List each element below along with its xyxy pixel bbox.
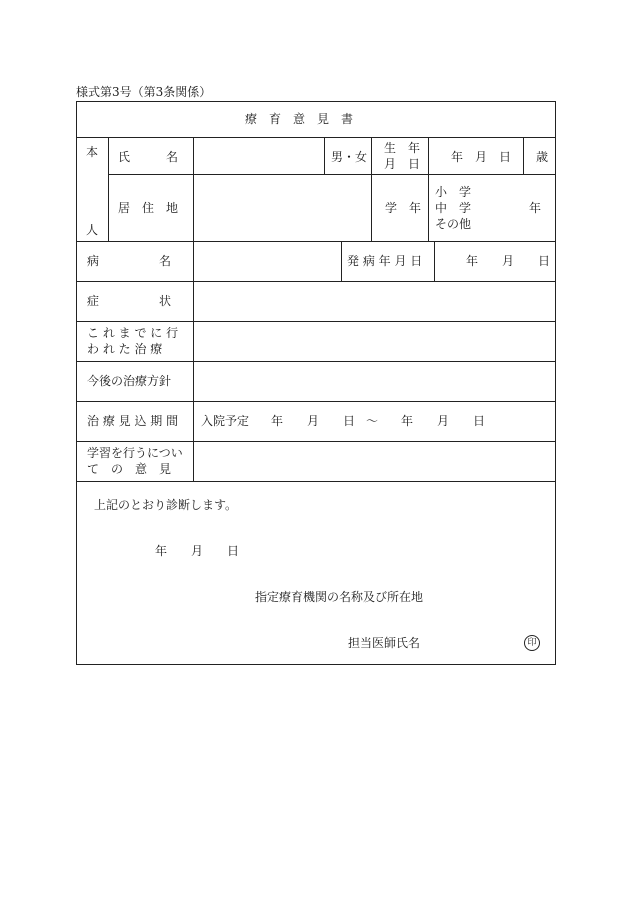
rule	[77, 441, 555, 442]
diagnosis-date: 年 月 日	[155, 544, 240, 558]
person-label-top: 本	[86, 145, 99, 159]
rule	[193, 137, 194, 481]
admission-label: 入院予定	[201, 414, 250, 428]
rule	[77, 401, 555, 402]
address-label: 居 住 地	[118, 201, 179, 215]
diagnosis-statement: 上記のとおり診断します。	[94, 498, 238, 512]
seal-mark: 印	[524, 635, 540, 651]
name-label: 氏 名	[118, 150, 179, 164]
sex-label: 男・女	[331, 150, 368, 164]
study-opinion-label-2: て の 意 見	[87, 462, 172, 476]
rule	[77, 241, 555, 242]
treatment-so-far-label-2: わ れ た 治 療	[87, 342, 163, 356]
rule	[108, 174, 555, 175]
rule	[77, 361, 555, 362]
admission-end-date: 年 月 日	[401, 414, 486, 428]
birth-label-2: 月 日	[384, 157, 421, 171]
birth-date: 年 月 日	[451, 150, 512, 164]
treatment-period-label: 治 療 見 込 期 間	[87, 414, 179, 428]
rule	[108, 137, 109, 241]
grade-label: 学 年	[385, 201, 422, 215]
onset-date: 年 月 日	[466, 254, 551, 268]
rule	[523, 137, 524, 174]
age-unit: 歳	[536, 150, 549, 164]
rule	[77, 481, 555, 482]
opinion-form	[76, 101, 556, 665]
birth-label-1: 生 年	[384, 141, 421, 155]
rule	[434, 241, 435, 281]
school-other: その他	[435, 217, 472, 231]
doctor-name-label: 担当医師氏名	[348, 636, 421, 650]
person-label-bottom: 人	[86, 223, 99, 237]
school-elementary: 小 学	[435, 185, 472, 199]
study-opinion-label-1: 学習を行うについ	[87, 446, 183, 460]
treatment-so-far-label-1: こ れ ま で に 行	[87, 326, 179, 340]
rule	[341, 241, 342, 281]
period-tilde: ～	[366, 414, 379, 428]
form-number: 様式第3号（第3条関係）	[76, 85, 212, 99]
institution-label: 指定療育機関の名称及び所在地	[255, 590, 424, 604]
rule	[428, 137, 429, 241]
rule	[324, 137, 325, 174]
future-policy-label: 今後の治療方針	[87, 374, 172, 388]
grade-unit: 年	[529, 201, 542, 215]
school-junior-high: 中 学	[435, 201, 472, 215]
admission-start-date: 年 月 日	[271, 414, 356, 428]
symptoms-label: 症 状	[87, 294, 172, 308]
onset-label: 発 病 年 月 日	[347, 254, 423, 268]
rule	[77, 137, 555, 138]
form-title: 療 育 意 見 書	[245, 112, 354, 126]
rule	[77, 321, 555, 322]
rule	[77, 281, 555, 282]
rule	[371, 137, 372, 241]
disease-label: 病 名	[87, 254, 172, 268]
